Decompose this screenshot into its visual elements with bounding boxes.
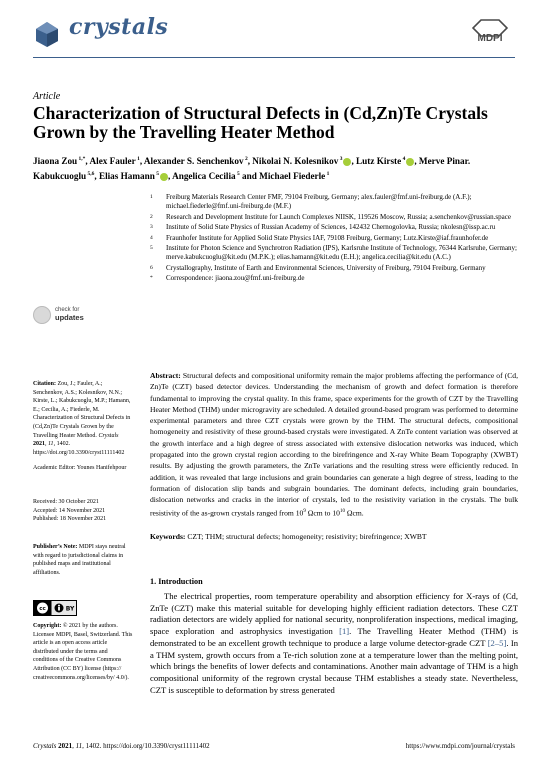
author-name: Angelica Cecilia bbox=[172, 171, 236, 182]
publisher-name: MDPI bbox=[477, 33, 503, 44]
copyright-label: Copyright: bbox=[33, 623, 62, 629]
abstract bbox=[150, 370, 518, 518]
keywords-text: CZT; THM; structural defects; homogeneity; resistivity; birefringence; XWBT bbox=[187, 532, 427, 541]
affiliation-number: 4 bbox=[150, 234, 153, 241]
abstract-exponent-2: 10 bbox=[339, 508, 345, 514]
author-affiliation-marker: 4 bbox=[401, 156, 406, 162]
abstract-text-end: Ωcm. bbox=[344, 508, 364, 518]
affiliation-text: Institute of Solid State Physics of Russian Academy of Sciences, 142432 Chernogolovka, Russia; nkolesn@issp.ac.ru bbox=[166, 223, 496, 232]
cc-by-license-icon[interactable] bbox=[33, 600, 77, 616]
affiliation-item bbox=[150, 274, 520, 283]
citation-block: Citation: Zou, J.; Fauler, A.; Senchenkov, A.S.; Kolesnikov, N.N.; Kirste, L.; Kabukcuoglu, M.P.; Hamann, E.; Cecilia, A.; Fiederle, M. Characterization of Structural Defects in (Cd,Zn)Te Crystals Grown by the Travelling Heater Method. Crystals 2021, 11, 1402. https://doi.org/10.3390/cryst11111402 bbox=[33, 381, 131, 456]
dates-block bbox=[33, 498, 133, 524]
author-name: Jiaona Zou bbox=[33, 156, 78, 167]
affiliation-text: Correspondence: jiaona.zou@fmf.uni-freiburg.de bbox=[166, 274, 305, 283]
orcid-icon[interactable] bbox=[160, 173, 168, 181]
publisher-note-text: MDPI stays neutral with regard to jurisdictional claims in published maps and institutional affiliations. bbox=[33, 544, 126, 576]
svg-text:BY: BY bbox=[65, 605, 75, 613]
author-affiliation-marker: 2 bbox=[243, 156, 248, 162]
academic-editor bbox=[33, 464, 133, 473]
publisher-note bbox=[33, 543, 133, 577]
author-affiliation-marker: 5 bbox=[154, 171, 159, 178]
intro-text-b: . The Travelling Heater Method (THM) is demonstrated to be an excellent growth technique to produce a large volume detector-grade CZT bbox=[150, 626, 518, 648]
abstract-text-mid: Ωcm to 10 bbox=[305, 508, 340, 518]
keywords-label: Keywords: bbox=[150, 532, 186, 541]
author-name: Elias Hamann bbox=[98, 171, 155, 182]
footer-journal-url[interactable]: https://www.mdpi.com/journal/crystals bbox=[405, 742, 515, 750]
affiliations bbox=[150, 193, 520, 285]
author[interactable] bbox=[252, 156, 351, 166]
author[interactable] bbox=[99, 171, 168, 181]
orcid-icon[interactable] bbox=[343, 158, 351, 166]
check-updates-line1: check for bbox=[55, 307, 80, 313]
author[interactable] bbox=[144, 156, 248, 166]
crystals-logo-icon bbox=[33, 20, 61, 48]
affiliation-item bbox=[150, 264, 520, 273]
affiliation-number: * bbox=[150, 275, 153, 282]
affiliation-number: 6 bbox=[150, 264, 153, 271]
check-for-updates-badge[interactable] bbox=[33, 306, 133, 332]
reference-link[interactable]: [2–5] bbox=[487, 637, 507, 648]
footer-volume: 11 bbox=[75, 742, 83, 750]
footer-year: 2021 bbox=[58, 742, 73, 750]
journal-name: crystals bbox=[69, 14, 169, 40]
author[interactable] bbox=[259, 171, 329, 181]
publisher-logo bbox=[466, 19, 514, 49]
svg-text:cc: cc bbox=[39, 606, 46, 613]
author-affiliation-marker: 5,6 bbox=[86, 171, 95, 178]
affiliation-text: Fraunhofer Institute for Applied Solid State Physics IAF, 79108 Freiburg, Germany; Lutz.Kirste@iaf.fraunhofer.de bbox=[166, 233, 489, 242]
abstract-text: Structural defects and compositional uniformity remain the major problems affecting the performance of (Cd, Zn)Te (CZT) based detector devices. Understanding the mechanism of growth and defect formation is therefore fundamental to improving the crystal quality. In this frame, space experiments for the growth of CZT by the Travelling Heater Method (THM) under microgravity are scheduled. A detailed ground-based program was performed to determine experimental parameters and three CZT crystals were grown by the THM. The structural defects, compositional homogeneity and resistivity of these ground-based crystals were investigated. A ZnTe content variation was observed at the growth interface and a high degree of stress associated with extensive dislocation networks was induced, which propagated into the grown crystal region according to the birefringence and X-ray White Beam Topography (XWBT) results. By adjusting the growth parameters, the ZnTe variations and the resulting stress were efficiently reduced. In addition, it was revealed that large inclusions and grain boundaries can generate a high degree of stress, leading to the formation of dislocation slip bands and subgrain boundaries. The dominant defects, including grain boundaries, dislocation networks and cracks in the interior of crystals, led to the resistivity variation in the crystals. The bulk resistivity of the as-grown crystals ranged from 10 bbox=[150, 371, 518, 518]
publisher-note-label: Publisher’s Note: bbox=[33, 544, 78, 550]
article-type: Article bbox=[33, 91, 61, 102]
author-name: Nikolai N. Kolesnikov bbox=[252, 156, 339, 167]
author-list: Jiaona Zou $^{1,*}$, Alex Fauler $^1$, Alexander S. Senchenkov $^2$, Nikolai N. Kolesnikov $^3$ , Lutz Kirste $^4$ , Merve Pinar. Kabukcuoglu $^{5,6}$, Elias Hamann $^5$ , Angelica Cecilia $^5$ and Michael Fiederle $^1$ bbox=[33, 156, 471, 182]
article-title: Characterization of Structural Defects in (Cd,Zn)Te Crystals Grown by the Travelling Heater Method bbox=[33, 103, 488, 142]
affiliation-item bbox=[150, 244, 520, 263]
affiliation-item bbox=[150, 193, 520, 212]
author[interactable] bbox=[356, 156, 414, 166]
affiliation-item bbox=[150, 213, 520, 222]
author[interactable] bbox=[90, 156, 140, 166]
author-name: Alex Fauler bbox=[89, 156, 136, 167]
author-name: Merve Pinar. Kabukcuoglu bbox=[33, 156, 471, 182]
affiliation-text: Research and Development Institute for Launch Complexes NIISK, 119526 Moscow, Russia; a.senchenkov@russian.space bbox=[166, 212, 511, 221]
author-affiliation-marker: 5 bbox=[235, 171, 240, 178]
check-updates-icon bbox=[33, 306, 51, 324]
citation-doi-link[interactable]: , 1402. https://doi.org/10.3390/cryst11111402 bbox=[33, 441, 125, 456]
intro-text-c: . In a THM system, growth occurs from a Te-rich solution zone at a temperature lower than the melting point, which brings the benefits of lower defects and contaminations. Another main advantage of THM is a high compositional uniformity of the regrown crystal because THM establishes a steady state. Nevertheless, CZT is susceptible to deformation by stress generated bbox=[150, 637, 518, 695]
affiliation-number: 1 bbox=[150, 194, 153, 200]
check-updates-line2: updates bbox=[55, 313, 84, 322]
affiliation-number: 5 bbox=[150, 245, 153, 252]
intro-text-a: The electrical properties, room temperature operability and absorption efficiency for X-rays of (Cd, ZnTe (CZT) make this material suitable for developing highly efficient radiation detectors. These CZT radiation detectors are widely applied for national security, nonproliferation inspections, medical imaging, space exploration and astrophysics investigation bbox=[150, 591, 518, 637]
abstract-label: Abstract: bbox=[150, 371, 181, 380]
author-name: Lutz Kirste bbox=[356, 156, 402, 167]
author-affiliation-marker: 1 bbox=[325, 171, 330, 178]
orcid-icon[interactable] bbox=[406, 158, 414, 166]
affiliation-text: Institute for Photon Science and Synchrotron Radiation (IPS), Karlsruhe Institute of Technology, 76344 Karlsruhe, Germany; merve.kabukcuoglu@kit.edu (M.P.K.); elias.hamann@kit.edu (E.H.); angelica.cecilia@kit.edu (A.C.) bbox=[166, 244, 517, 262]
footer-citation: Crystals 2021, 11, 1402. https://doi.org/10.3390/cryst11111402 bbox=[33, 742, 210, 750]
author-affiliation-marker: 1 bbox=[135, 156, 140, 162]
academic-editor-text: Academic Editor: Younes Hanifehpour bbox=[33, 465, 127, 471]
citation-journal: Crystals bbox=[98, 432, 119, 439]
author-name: Michael Fiederle bbox=[259, 171, 326, 182]
author-affiliation-marker: 1,* bbox=[77, 156, 86, 162]
affiliation-item bbox=[150, 223, 520, 232]
keywords bbox=[150, 531, 518, 542]
footer-journal: Crystals bbox=[33, 742, 57, 750]
affiliation-text: Crystallography, Institute of Earth and Environmental Sciences, University of Freiburg, 79104 Freiburg, Germany bbox=[166, 263, 486, 272]
author-affiliation-marker: 3 bbox=[338, 156, 343, 162]
journal-logo bbox=[33, 14, 213, 50]
author[interactable] bbox=[33, 156, 85, 166]
footer-doi-link[interactable]: , 1402. https://doi.org/10.3390/cryst11111402 bbox=[82, 742, 210, 750]
affiliation-number: 2 bbox=[150, 213, 153, 220]
accepted-date: Accepted: 14 November 2021 bbox=[33, 507, 106, 514]
header-rule bbox=[33, 57, 515, 58]
copyright-block bbox=[33, 622, 133, 682]
introduction-paragraph bbox=[150, 591, 518, 696]
section-heading-introduction: 1. Introduction bbox=[150, 577, 203, 586]
abstract-exponent-1: 9 bbox=[303, 508, 306, 514]
author-name: Alexander S. Senchenkov bbox=[143, 156, 244, 167]
copyright-text: © 2021 by the authors. Licensee MDPI, Basel, Switzerland. This article is an open access article distributed under the terms and conditions of the Creative Commons Attribution (CC BY) license (https:// creativecommons.org/licenses/by/ 4.0/). bbox=[33, 623, 133, 681]
published-date: Published: 18 November 2021 bbox=[33, 516, 107, 523]
citation-label: Citation: bbox=[33, 381, 56, 387]
citation-volume: 11 bbox=[48, 441, 54, 448]
page-footer bbox=[33, 742, 515, 750]
affiliation-text: Freiburg Materials Research Center FMF, 79104 Freiburg, Germany; alex.fauler@fmf.uni-freiburg.de (A.F.); michael.fiederle@fmf.uni-freiburg.de (M.F.) bbox=[166, 193, 472, 211]
affiliation-number: 3 bbox=[150, 224, 153, 231]
received-date: Received: 30 October 2021 bbox=[33, 499, 99, 505]
reference-link[interactable]: [1] bbox=[339, 626, 350, 637]
citation-year: 2021 bbox=[33, 441, 45, 448]
author[interactable] bbox=[172, 171, 240, 181]
citation-text: Zou, J.; Fauler, A.; Senchenkov, A.S.; Kolesnikov, N.N.; Kirste, L.; Kabukcuoglu, M.P.; Hamann, E.; Cecilia, A.; Fiederle, M. Characterization of Structural Defects in (Cd,Zn)Te Crystals Grown by the Travelling Heater Method. bbox=[33, 381, 131, 439]
affiliation-item bbox=[150, 234, 520, 243]
